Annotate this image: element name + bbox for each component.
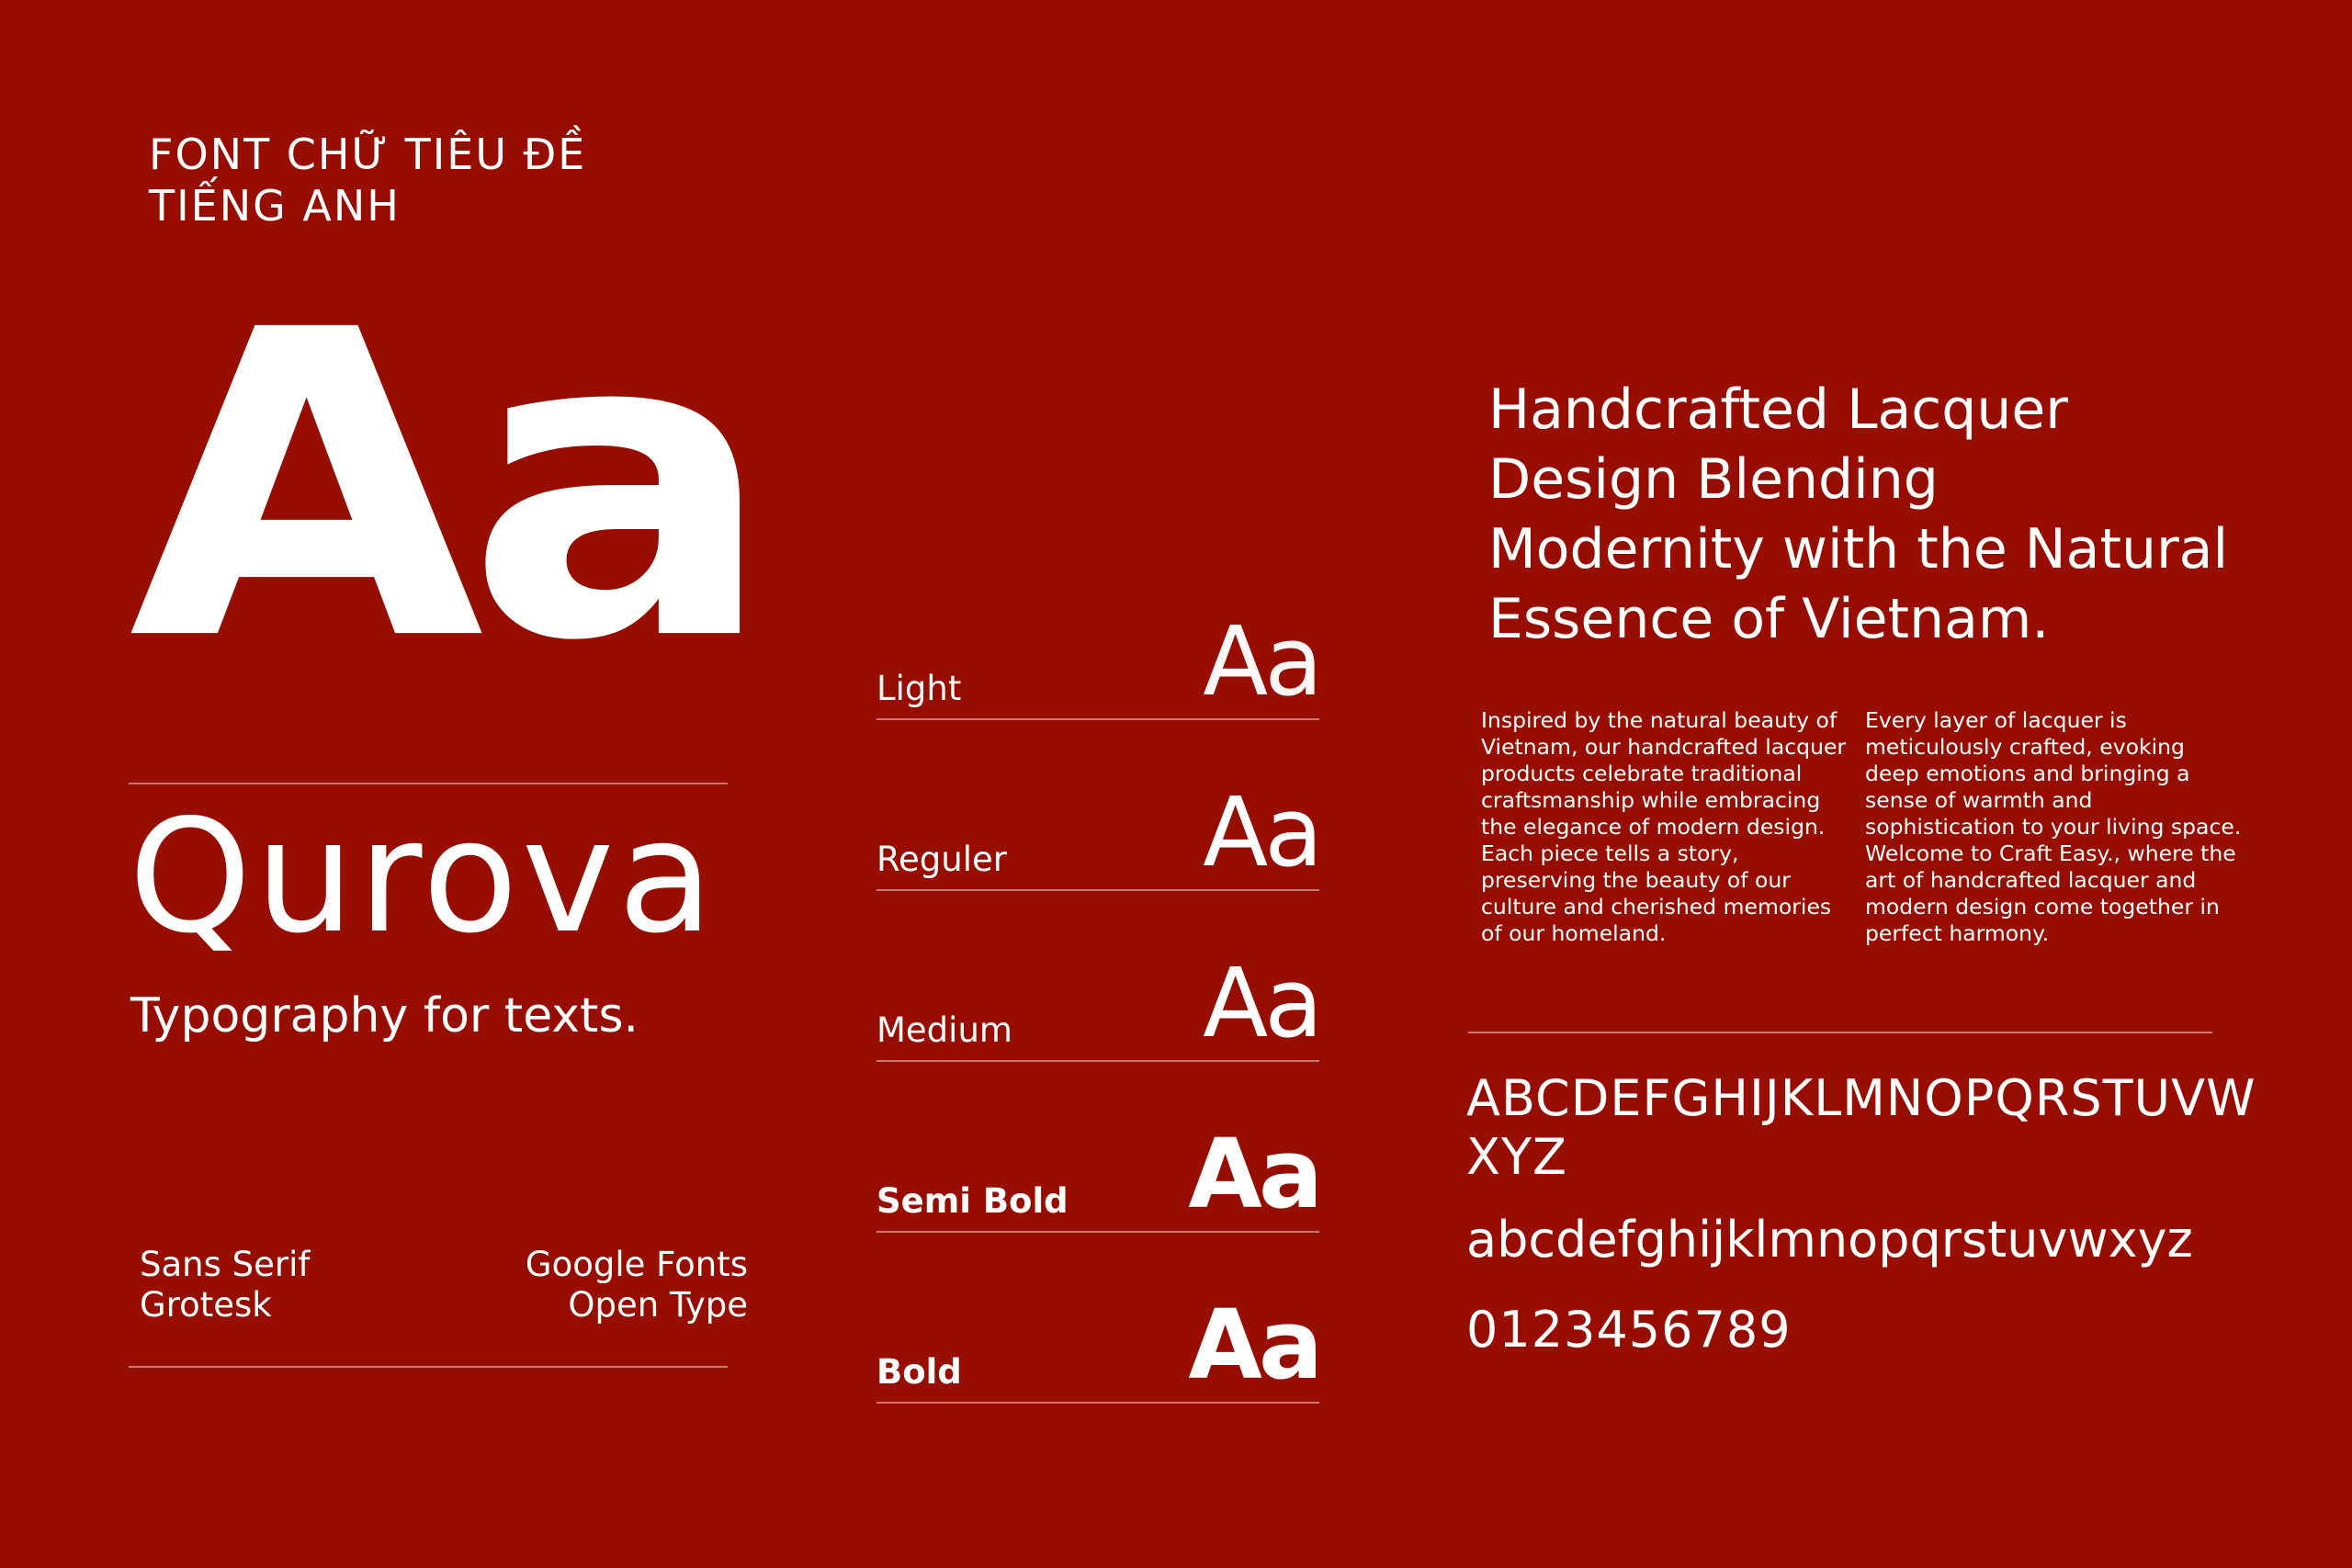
headline-line-1: Handcrafted Lacquer (1488, 378, 2068, 442)
divider-top-left (129, 783, 728, 784)
font-category-line-2: Grotesk (140, 1285, 272, 1325)
weight-label: Bold (876, 1352, 962, 1392)
weight-label: Medium (876, 1010, 1012, 1050)
weight-row-light (876, 551, 1319, 720)
lowercase-glyphs: abcdefghijklmnopqrstuvwxyz (1466, 1211, 2193, 1269)
specimen-headline (1488, 375, 2334, 654)
font-category-line-1: Sans Serif (140, 1245, 311, 1284)
weight-list (876, 551, 1319, 1405)
headline-line-2: Design Blending (1488, 447, 1939, 512)
uppercase-glyphs: ABCDEFGHIJKLMNOPQRSTUVWXYZ (1466, 1069, 2256, 1186)
headline-line-3: Modernity with the Natural (1488, 517, 2229, 581)
section-heading-line-1: FONT CHỮ TIÊU ĐỀ (149, 130, 587, 179)
digit-glyphs: 0123456789 (1466, 1301, 1792, 1359)
font-source-line-2: Open Type (568, 1285, 748, 1325)
font-category (140, 1245, 310, 1325)
font-source (478, 1245, 748, 1325)
body-paragraph-right: Every layer of lacquer is meticulously crafted, evoking deep emotions and bringing a sense of warmth and sophistication to your living space. Welcome to Craft Easy., where the art of handcrafted lacquer and modern design come together in perfect harmony. (1865, 707, 2242, 946)
weight-label: Reguler (876, 840, 1008, 879)
large-specimen: Aa (129, 241, 758, 733)
divider-bottom-left (129, 1366, 728, 1368)
weight-row-semibold (876, 1064, 1319, 1233)
weight-row-medium (876, 893, 1319, 1062)
divider-right (1468, 1032, 2212, 1033)
font-name: Qurova (129, 786, 718, 968)
weight-sample: Aa (1203, 776, 1319, 888)
section-heading-line-2: TIẾNG ANH (149, 181, 401, 231)
weight-row-bold (876, 1235, 1319, 1404)
headline-line-4: Essence of Vietnam. (1488, 587, 2050, 651)
weight-row-regular (876, 722, 1319, 891)
font-source-line-1: Google Fonts (525, 1245, 748, 1284)
section-heading (149, 129, 586, 231)
weight-sample: Aa (1188, 1289, 1319, 1401)
weight-label: Semi Bold (876, 1181, 1069, 1221)
weight-sample: Aa (1203, 605, 1319, 717)
weight-sample: Aa (1188, 1118, 1319, 1230)
weight-sample: Aa (1203, 947, 1319, 1059)
weight-label: Light (876, 669, 962, 708)
body-paragraph-left: Inspired by the natural beauty of Vietnam, our handcrafted lacquer products celebrate traditional craftsmanship while embracing the elegance of modern design. Each piece tells a story, preserving the beauty of our culture and cherished memories of our homeland. (1481, 707, 1847, 946)
tagline: Typography for texts. (130, 988, 639, 1043)
